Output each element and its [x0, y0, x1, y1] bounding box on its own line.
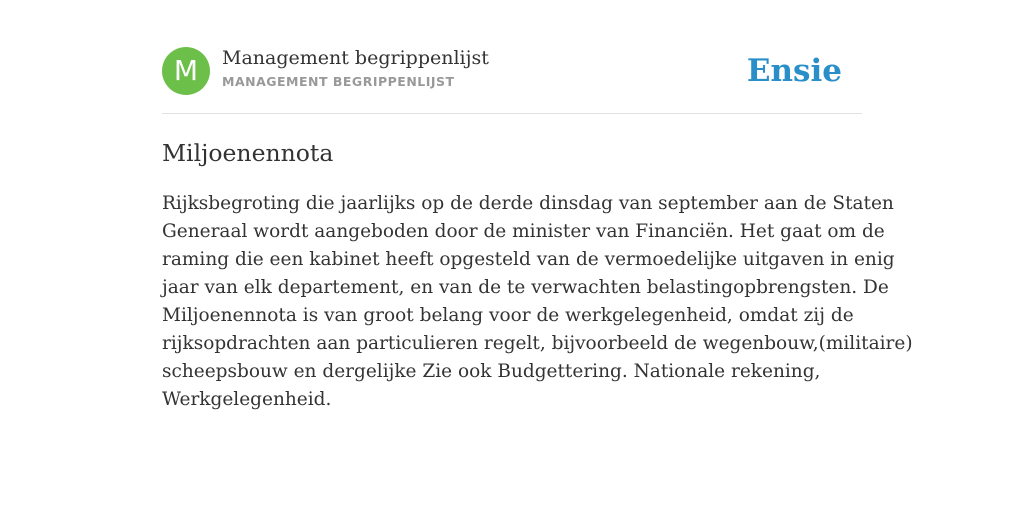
definition-line: rijksopdrachten aan particulieren regelt, bijvoorbeeld de wegenbouw,(militaire) — [162, 333, 913, 354]
ensie-logo[interactable]: Ensie — [746, 53, 842, 89]
source-header — [162, 46, 862, 96]
definition-line: Miljoenennota is van groot belang voor de werkgelegenheid, omdat zij de — [162, 305, 854, 326]
definition-line: raming die een kabinet heeft opgesteld van de vermoedelijke uitgaven in enig — [162, 249, 895, 270]
entry-title: Miljoenennota — [162, 139, 334, 167]
definition-line: Generaal wordt aangeboden door de minister van Financiën. Het gaat om de — [162, 221, 885, 242]
header-divider — [162, 113, 862, 114]
source-title[interactable]: Management begrippenlijst — [222, 47, 489, 69]
definition-line: jaar van elk departement, en van de te verwachten belastingopbrengsten. De — [162, 277, 889, 298]
definition-line: scheepsbouw en dergelijke Zie ook Budgettering. Nationale rekening, — [162, 361, 821, 382]
entry-definition — [162, 190, 913, 414]
source-subtitle[interactable]: MANAGEMENT BEGRIPPENLIJST — [222, 74, 455, 89]
definition-line: Rijksbegroting die jaarlijks op de derde dinsdag van september aan de Staten — [162, 193, 894, 214]
source-avatar[interactable]: M — [162, 47, 210, 95]
definition-line: Werkgelegenheid. — [162, 389, 332, 410]
